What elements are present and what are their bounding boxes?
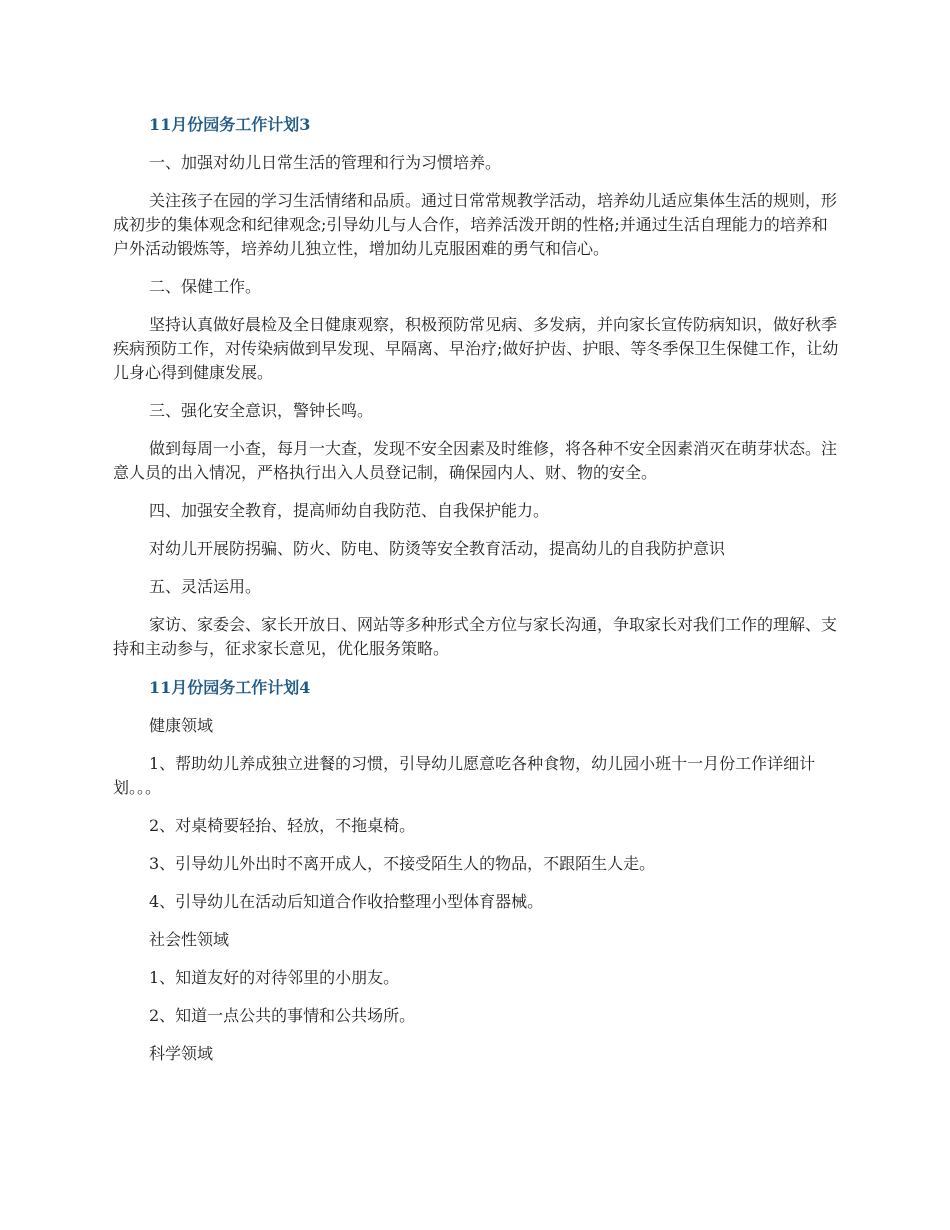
- paragraph: 1、知道友好的对待邻里的小朋友。: [149, 968, 400, 987]
- paragraph: 1、帮助幼儿养成独立进餐的习惯，引导幼儿愿意吃各种食物，幼儿园小班十一月份工作详细计划。。。: [113, 754, 816, 797]
- paragraph: 三、强化安全意识，警钟长鸣。: [149, 401, 374, 420]
- paragraph: 做到每周一小查，每月一大查，发现不安全因素及时维修，将各种不安全因素消灭在萌芽状态。注意人员的出入情况，严格执行出入人员登记制，确保园内人、财、物的安全。: [113, 439, 838, 482]
- paragraph: 3、引导幼儿外出时不离开成人，不接受陌生人的物品，不跟陌生人走。: [149, 854, 656, 873]
- paragraph: 关注孩子在园的学习生活情绪和品质。通过日常常规教学活动，培养幼儿适应集体生活的规则，形成初步的集体观念和纪律观念;引导幼儿与人合作，培养活泼开朗的性格;并通过生活自理能力的培养和户外活动锻炼等，培养幼儿独立性，增加幼儿克服困难的勇气和信心。: [113, 191, 838, 258]
- paragraph: 社会性领域: [149, 930, 230, 949]
- paragraph: 2、对桌椅要轻抬、轻放，不拖桌椅。: [149, 816, 416, 835]
- paragraph: 二、保健工作。: [149, 277, 262, 296]
- paragraph: 四、加强安全教育，提高师幼自我防范、自我保护能力。: [149, 501, 550, 520]
- paragraph: 对幼儿开展防拐骗、防火、防电、防烫等安全教育活动，提高幼儿的自我防护意识: [149, 539, 726, 558]
- paragraph: 科学领域: [149, 1044, 214, 1063]
- paragraph: 健康领域: [149, 716, 214, 735]
- paragraph: 坚持认真做好晨检及全日健康观察，积极预防常见病、多发病，并向家长宣传防病知识，做好秋季疾病预防工作，对传染病做到早发现、早隔离、早治疗;做好护齿、护眼、等冬季保卫生保健工作，让幼儿身心得到健康发展。: [113, 315, 839, 382]
- paragraph: 五、灵活运用。: [149, 577, 262, 596]
- paragraph: 家访、家委会、家长开放日、网站等多种形式全方位与家长沟通，争取家长对我们工作的理解、支持和主动参与，征求家长意见，优化服务策略。: [113, 615, 838, 658]
- section-title: 11月份园务工作计划3: [149, 115, 311, 134]
- document-content: [113, 112, 843, 1080]
- paragraph: 4、引导幼儿在活动后知道合作收拾整理小型体育器械。: [149, 892, 544, 911]
- paragraph: 2、知道一点公共的事情和公共场所。: [149, 1006, 416, 1025]
- paragraph: 一、加强对幼儿日常生活的管理和行为习惯培养。: [149, 153, 502, 172]
- section-title: 11月份园务工作计划4: [149, 678, 311, 697]
